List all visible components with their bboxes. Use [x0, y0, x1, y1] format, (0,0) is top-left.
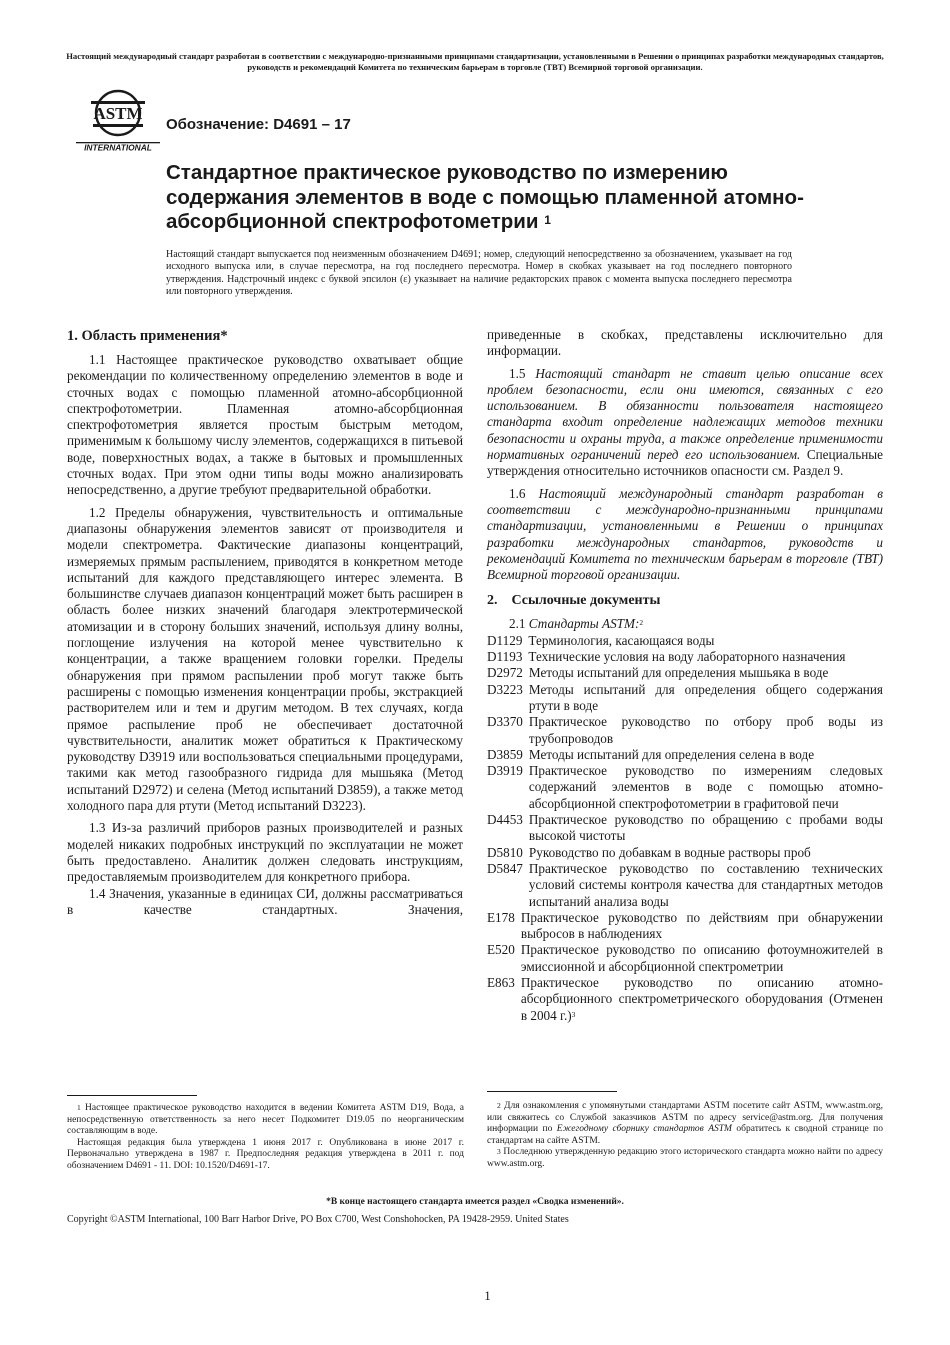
reference-title-text: Практическое руководство по действиям при обнаружении выбросов в наблюдениях [520, 909, 883, 942]
reference-title-text: Руководство по добавкам в водные растворы проб [528, 844, 811, 860]
left-column [67, 326, 463, 918]
footnote-3-mark: 3 [497, 1147, 501, 1157]
international-standard-note: Настоящий международный стандарт разработан в соответствии с международно-признанными принципами стандартизации, установленными в Решении о принципах разработки международных стандартов, руководств и рекомендаций Комитета по техническим барьерам в торговле (ТВТ) Всемирной торговой организации. [66, 51, 884, 72]
logo-subtitle: INTERNATIONAL [84, 142, 152, 152]
footnote-1-text: Настоящее практическое руководство находится в ведении Комитета ASTM D19, Вода, а непосредственную ответственность за него несет Подкомитет D19.05 по неорганическим составляющим в воде. [67, 1103, 464, 1137]
reference-title-text: Практическое руководство по составлению технических условий системы контроля качества для стандартных методов испытаний анализа воды [528, 860, 883, 909]
footnotes-left [67, 1103, 464, 1173]
paragraph-1-3: 1.3 Из-за различий приборов разных производителей и разных моделей никаких подробных инструкций по эксплуатации не может быть предоставлено. Аналитик должен следовать инструкциям, предоставляемым производителем для конкретного прибора. [67, 820, 463, 885]
reference-title [528, 649, 883, 665]
reference-title [529, 812, 883, 845]
reference-item [487, 812, 883, 845]
p1-5-italic: Настоящий стандарт не ставит целью описание всех проблем безопасности, если они имеются, связанных с его использованием. В обязанности пользователя настоящего стандарта входит определение надлежащих методов техники безопасности и охраны труда, а также определение применимости нормативных ограничений перед его использованием. [487, 365, 884, 463]
reference-item [487, 975, 883, 1024]
footnote-1-approval: Настоящая редакция была утверждена 1 июня 2017 г. Опубликована в июне 2017 г. Первоначально утверждена в 1987 г. Предпоследняя редакция утверждена в 2011 г. под обозначением D4691 - 11. DOI: 10.1520/D4691-17. [67, 1137, 464, 1171]
reference-code[interactable]: E178 [487, 909, 515, 925]
logo-text: ASTM [93, 104, 143, 123]
reference-item [487, 861, 883, 910]
footnote-1 [67, 1103, 464, 1138]
reference-title [521, 975, 883, 1024]
reference-title-text: Практическое руководство по отбору проб воды из трубопроводов [528, 714, 883, 746]
reference-item [487, 682, 883, 715]
p1-5-number: 1.5 [509, 365, 526, 381]
footnote-rule-left [67, 1095, 197, 1096]
section-2-heading: 2. Ссылочные документы [487, 593, 661, 609]
reference-item [487, 633, 883, 649]
reference-list [487, 633, 883, 1024]
reference-title [529, 763, 883, 812]
reference-title [521, 910, 883, 943]
footnote-3 [487, 1147, 883, 1170]
designation: Обозначение: D4691 – 17 [166, 116, 351, 133]
reference-code[interactable]: D3919 [487, 763, 523, 779]
sub-2-1-footnote-mark: 2 [639, 618, 644, 628]
reference-title-text: Терминология, касающаяся воды [528, 632, 715, 648]
reference-code[interactable]: D2972 [487, 665, 523, 681]
astm-logo [76, 86, 160, 152]
reference-item [487, 649, 883, 665]
reference-title [529, 861, 883, 910]
footnote-2-text-b: обратитесь к сводной странице по стандартам на сайте ASTM. [487, 1124, 884, 1146]
reference-title-text: Практическое руководство по описанию атомно-абсорбционного спектрометрического оборудования (Отменен в 2004 г.) [520, 974, 883, 1023]
page-number: 1 [484, 1288, 491, 1303]
reference-code[interactable]: D3223 [487, 681, 523, 697]
reference-title-text: Практическое руководство по описанию фотоумножителей в эмиссионной и абсорбционной спектрометрии [520, 942, 883, 974]
reference-item [487, 747, 883, 763]
paragraph-1-5 [487, 366, 883, 480]
reference-title-text: Методы испытаний для определения общего содержания ртути в воде [528, 681, 883, 713]
p1-6-number: 1.6 [509, 485, 526, 501]
reference-code[interactable]: E520 [487, 942, 515, 958]
issue-note: Настоящий стандарт выпускается под неизменным обозначением D4691; номер, следующий непосредственно за обозначением, указывает на год исходного выпуска или, в случае пересмотра, на год последнего пересмотра. Номер в скобках указывает на год последнего повторного утверждения. Надстрочный индекс с буквой эпсилон (ε) указывает на наличие редакторских правок с момента выпуска последнего пересмотра или повторного утверждения. [166, 249, 792, 297]
reference-code[interactable]: D3370 [487, 714, 523, 730]
paragraph-1-6 [487, 486, 883, 584]
reference-title [521, 942, 883, 975]
reference-code[interactable]: D5847 [487, 860, 523, 876]
reference-code[interactable]: D1129 [487, 632, 523, 648]
reference-title [529, 682, 883, 715]
reference-title-text: Методы испытаний для определения селена в воде [528, 746, 815, 762]
reference-item [487, 665, 883, 681]
reference-item [487, 714, 883, 747]
p1-6-italic: Настоящий международный стандарт разработан в соответствии с международно-признанными принципами стандартизации, установленными в Решении о принципах разработки международных стандартов, руководств и рекомендаций Комитета по техническим барьерам в торговле (ТВТ) Всемирной торговой организации. [487, 485, 884, 583]
footnote-1-mark: 1 [77, 1103, 81, 1112]
reference-footnote-mark: 3 [571, 1009, 576, 1019]
reference-code[interactable]: D4453 [487, 812, 523, 828]
sub-2-1-number: 2.1 [509, 616, 526, 632]
footnote-3-text: Последнюю утвержденную редакцию этого исторического стандарта можно найти по адресу www.astm.org. [487, 1147, 883, 1169]
reference-title-text: Практическое руководство по обращению с пробами воды высокой чистоты [528, 812, 883, 844]
footnote-2-text-a: Для ознакомления с упомянутыми стандартами ASTM посетите сайт ASTM, www.astm.org, или свяжитесь со Службой заказчиков ASTM по адресу service@astm.org. Для получения информации по [487, 1101, 883, 1135]
footnote-2-mark: 2 [497, 1101, 501, 1110]
reference-item [487, 763, 883, 812]
reference-item [487, 845, 883, 861]
copyright: Copyright ©ASTM International, 100 Barr Harbor Drive, PO Box C700, West Conshohocken, PA 19428-2959. United States [67, 1214, 569, 1225]
sub-2-1-label: Стандарты ASTM: [528, 616, 640, 632]
subsection-2-1 [487, 616, 883, 632]
reference-code[interactable]: E863 [487, 974, 515, 990]
p1-5-rest: Специальные утверждения относительно источников опасности см. Раздел 9. [487, 447, 883, 479]
reference-title [529, 747, 883, 763]
reference-code[interactable]: D3859 [487, 746, 523, 762]
summary-of-changes-note: *В конце настоящего стандарта имеется раздел «Сводка изменений». [326, 1197, 624, 1207]
reference-item [487, 942, 883, 975]
document-title [166, 161, 856, 235]
reference-title-text: Практическое руководство по измерениям следовых содержаний элементов в воде с помощью атомно-абсорбционной спектрофотометрии в графитовой печи [528, 763, 883, 811]
reference-code[interactable]: D1193 [487, 649, 523, 665]
paragraph-1-4: 1.4 Значения, указанные в единицах СИ, должны рассматриваться в качестве стандартных. Значения, [67, 885, 463, 917]
footnote-2 [487, 1101, 883, 1147]
paragraph-1-2: 1.2 Пределы обнаружения, чувствительность и оптимальные диапазоны обнаружения элементов зависят от производителя и модели спектрометра. Фактические диапазоны концентраций, измеряемых прямым распылением, приводятся в конкретном методе испытаний для каждого представляющего интерес элемента. В большинстве случаев диапазон концентраций может быть расширен в область более низких значений благодаря электротермической атомизации и в сторону больших значений, используя длину волны, поглощение излучения на которой менее чувствительно к концентрации, а также вращением головки горелки. Пределы обнаружения при прямом распылении проб могут также быть расширены с помощью изменения концентрации пробы, экстракцией растворителем или и тем и другим методом. В тех случаях, когда прямое распыление проб не обеспечивает достаточной чувствительности, аналитик может обратиться к Практическому руководству D3919 или воспользоваться специальными процедурами, такими как метод газообразного гидрида для мышьяка (Метод испытаний D2972) и селена (Метод испытаний D3859), а также метод холодного пара для ртути (Метод испытаний D3223). [67, 504, 463, 814]
reference-title [528, 633, 883, 649]
paragraph-1-4-continued: приведенные в скобках, представлены исключительно для информации. [487, 327, 883, 359]
footnote-2-italic: Ежегодному сборнику стандартов ASTM [556, 1124, 732, 1135]
reference-title-text: Технические условия на воду лабораторного назначения [528, 649, 846, 665]
right-column [487, 327, 883, 1024]
title-text: Стандартное практическое руководство по измерению содержания элементов в воде с помощью пламенной атомно-абсорбционной спектрофотометрии [166, 161, 804, 233]
footnote-rule-right [487, 1091, 617, 1092]
reference-title [529, 845, 883, 861]
footnotes-right [487, 1101, 883, 1171]
reference-code[interactable]: D5810 [487, 844, 523, 860]
reference-item [487, 910, 883, 943]
reference-title-text: Методы испытаний для определения мышьяка в воде [528, 665, 829, 681]
paragraph-1-1: 1.1 Настоящее практическое руководство охватывает общие рекомендации по количественному определению элементов в воде и сточных водах с помощью пламенной атомно-абсорбционной спектрофотометрии. Пламенная атомно-абсорбционная спектрофотометрия является простым быстрым методом, применимым к большому числу элементов, содержащихся в питьевой воде, поверхностных водах, а также в бытовых и промышленных сточных водах. При этом одни типы воды можно анализировать непосредственно, а другие требуют предварительной обработки. [67, 352, 463, 498]
title-footnote-mark: 1 [544, 213, 551, 227]
reference-title [529, 665, 883, 681]
section-1-heading: 1. Область применения* [67, 328, 228, 344]
reference-title [529, 714, 883, 747]
